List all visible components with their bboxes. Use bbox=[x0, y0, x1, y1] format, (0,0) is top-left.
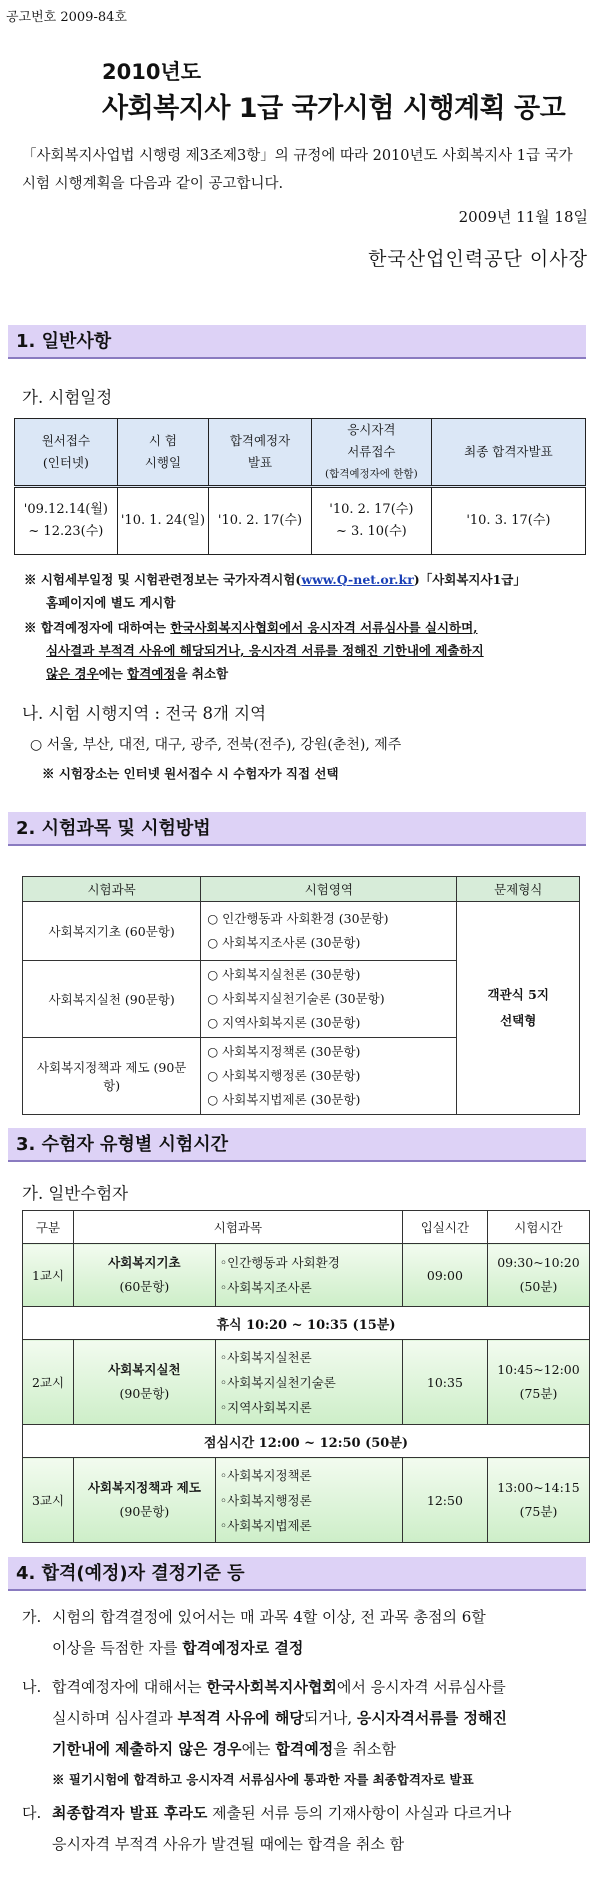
region-list: ○ 서울, 부산, 대전, 대구, 광주, 전북(전주), 강원(춘천), 제주 bbox=[30, 737, 402, 753]
subheading-schedule: 가. 시험일정 bbox=[22, 388, 113, 407]
page-title: 사회복지사 1급 국가시험 시행계획 공고 bbox=[102, 93, 566, 124]
subheading-general-examinee: 가. 일반수험자 bbox=[22, 1184, 129, 1203]
signer: 한국산업인력공단 이사장 bbox=[368, 248, 588, 270]
section-heading-3: 3. 수험자 유형별 시험시간 bbox=[8, 1128, 586, 1162]
subheading-regions: 나. 시험 시행지역 : 전국 8개 지역 bbox=[22, 704, 267, 723]
notice-number: 공고번호 2009-84호 bbox=[6, 10, 127, 25]
criteria-b: 나. 합격예정자에 대해서는 한국사회복지사협회에서 응시자격 서류심사를 실시하며 심사결과 부적격 사유에 해당되거나, 응시자격서류를 정해진 기한내에 제출하지 않은 경우에는 합격예정을 취소함 bbox=[22, 1678, 507, 1758]
break-row: 휴식 10:20 ~ 10:35 (15분) bbox=[23, 1307, 590, 1340]
section-heading-1: 1. 일반사항 bbox=[8, 325, 586, 359]
criteria-b-note: ※ 필기시험에 합격하고 응시자격 서류심사에 통과한 자를 최종합격자로 발표 bbox=[52, 1772, 474, 1787]
note-qualification: ※ 합격예정자에 대하여는 한국사회복지사협회에서 응시자격 서류심사를 실시하며, 심사결과 부적격 사유에 해당되거나, 응시자격 서류를 정해진 기한내에 제출하지 않은 경우에는 합격예정을 취소함 bbox=[24, 620, 484, 681]
timetable: 구분 시험과목 입실시간 시험시간 1교시 사회복지기초 (60문항) ◦인간행동과 사회환경 ◦사회복지조사론 09:00 09:30~10:20 (50분) 휴식 10:20 ~ 10:35 (15분) 2교시 사회복지실천 (90문항) ◦사회복지실천론 ◦사회복지실천기술론 ◦지역사회복지론 10:35 10:45~12:00 (75분) 점심시간 12:00 ~ 12:50 (50분) 3교시 사회복지정책과 제도 (90문항) ◦사회복지정책론 ◦사회복지행정론 ◦사회복지법제론 12:50 13:00~14:15 (75분) bbox=[22, 1210, 590, 1543]
criteria-c: 다. 최종합격자 발표 후라도 제출된 서류 등의 기재사항이 사실과 다르거나 응시자격 부적격 사유가 발견될 때에는 합격을 취소 함 bbox=[22, 1804, 512, 1853]
region-note: ※ 시험장소는 인터넷 원서접수 시 수험자가 직접 선택 bbox=[42, 766, 339, 781]
section-heading-2: 2. 시험과목 및 시험방법 bbox=[8, 812, 586, 846]
note-qnet: ※ 시험세부일정 및 시험관련정보는 국가자격시험(www.Q-net.or.kr)「사회복지사1급」 홈페이지에 별도 게시함 bbox=[24, 572, 526, 610]
criteria-a: 가. 시험의 합격결정에 있어서는 매 과목 4할 이상, 전 과목 총점의 6할 이상을 득점한 자를 합격예정자로 결정 bbox=[22, 1608, 486, 1657]
schedule-table: 원서접수 (인터넷) 시 험 시행일 합격예정자 발표 응시자격 서류접수 (합격예정자에 한함) 최종 합격자발표 '09.12.14(월) ~ 12.23(수) '10. 1. 24(일) '10. 2. 17(수) '10. 2. 17(수) ~ 3. 10(수) '10. 3. 17(수) bbox=[14, 418, 586, 555]
title-year: 2010년도 bbox=[102, 60, 202, 84]
section-heading-4: 4. 합격(예정)자 결정기준 등 bbox=[8, 1557, 586, 1591]
subjects-table: 시험과목 시험영역 문제형식 사회복지기초 (60문항) ○ 인간행동과 사회환경 (30문항) ○ 사회복지조사론 (30문항) 객관식 5지 선택형 사회복지실천 (90문항) ○ 사회복지실천론 (30문항) ○ 사회복지실천기술론 (30문항) ○ 지역사회복지론 (30문항) 사회복지정책과 제도 (90문항) ○ 사회복지정책론 (30문항) ○ 사회복지행정론 (30문항) ○ 사회복지법제론 (30문항) bbox=[22, 876, 580, 1115]
intro-text: 「사회복지사업법 시행령 제3조제3항」의 규정에 따라 2010년도 사회복지사 1급 국가시험 시행계획을 다음과 같이 공고합니다. bbox=[22, 148, 573, 192]
notice-date: 2009년 11월 18일 bbox=[458, 208, 588, 226]
qnet-link[interactable]: www.Q-net.or.kr bbox=[301, 572, 414, 587]
lunch-row: 점심시간 12:00 ~ 12:50 (50분) bbox=[23, 1425, 590, 1458]
